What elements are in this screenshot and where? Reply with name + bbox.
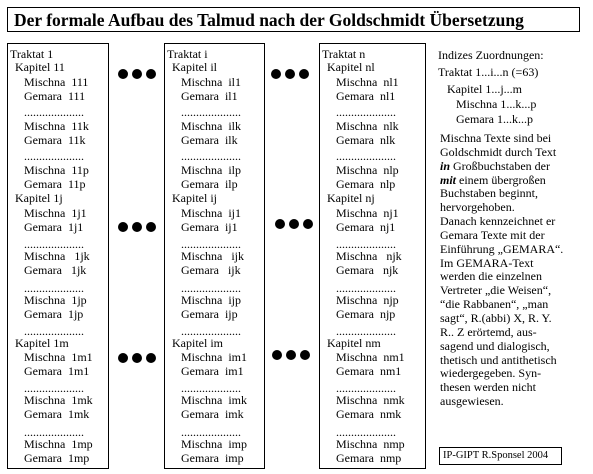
kapitel-label: Kapitel nl bbox=[327, 60, 375, 74]
mischna-label: Mischna imk bbox=[181, 393, 247, 407]
gemara-label: Gemara nj1 bbox=[336, 220, 396, 234]
dotted-separator: .................... bbox=[336, 425, 396, 439]
gemara-label: Gemara im1 bbox=[181, 364, 244, 378]
mischna-label: Mischna 1mk bbox=[24, 393, 93, 407]
dotted-separator: .................... bbox=[24, 105, 84, 119]
mischna-label: Mischna ijk bbox=[181, 249, 244, 263]
description-text-span: Einführung „GEMARA“. bbox=[440, 241, 564, 256]
description-text-span: ausgewiesen. bbox=[440, 394, 504, 409]
description-line bbox=[440, 215, 586, 229]
dotted-separator: .................... bbox=[24, 149, 84, 163]
mischna-label: Mischna nmk bbox=[336, 393, 405, 407]
description-text-span: Goldschmidt durch Text bbox=[440, 144, 557, 159]
gemara-label: Gemara nmp bbox=[336, 451, 402, 465]
dotted-separator: .................... bbox=[24, 425, 84, 439]
dotted-separator: .................... bbox=[181, 381, 241, 395]
description-line bbox=[440, 174, 586, 188]
description-line bbox=[440, 395, 586, 409]
mischna-label: Mischna 1jk bbox=[24, 249, 90, 263]
description-line bbox=[440, 132, 586, 146]
dotted-separator: .................... bbox=[181, 105, 241, 119]
description-line bbox=[440, 381, 586, 395]
dotted-separator: .................... bbox=[336, 237, 396, 251]
gemara-label: Gemara il1 bbox=[181, 89, 238, 103]
description-line bbox=[440, 201, 586, 215]
traktat-column-n bbox=[319, 43, 426, 469]
description-text-span: R.. Z erörtemd, aus- bbox=[440, 324, 537, 339]
gemara-label: Gemara imp bbox=[181, 451, 244, 465]
traktat-label: Traktat 1 bbox=[10, 47, 54, 61]
description-text-span: in bbox=[440, 158, 451, 173]
description-line bbox=[440, 270, 586, 284]
dotted-separator: .................... bbox=[181, 237, 241, 251]
gemara-label: Gemara njk bbox=[336, 263, 399, 277]
diagram-title: Der formale Aufbau des Talmud nach der Goldschmidt Übersetzung bbox=[14, 10, 524, 30]
ellipsis-dots-row1-right bbox=[271, 69, 309, 79]
gemara-label: Gemara 1jp bbox=[24, 307, 84, 321]
gemara-label: Gemara nlp bbox=[336, 177, 396, 191]
kapitel-label: Kapitel nj bbox=[327, 191, 375, 205]
description-line bbox=[440, 257, 586, 271]
description-text-span: wiedergegeben. Syn- bbox=[440, 366, 542, 381]
description-text-span: sagt“, R.(abbi) X, R. Y. bbox=[440, 310, 552, 325]
ellipsis-dots-row2-right bbox=[275, 219, 313, 229]
mischna-label: Mischna imp bbox=[181, 437, 247, 451]
gemara-label: Gemara 1jk bbox=[24, 263, 87, 277]
mischna-label: Mischna njk bbox=[336, 249, 402, 263]
description-text-span: thesen werden nicht bbox=[440, 380, 536, 395]
credit-label: IP-GIPT R.Sponsel 2004 bbox=[443, 450, 549, 461]
traktat-column-1 bbox=[7, 43, 109, 469]
traktat-label: Traktat n bbox=[322, 47, 366, 61]
description-line bbox=[440, 160, 586, 174]
dotted-separator: .................... bbox=[336, 149, 396, 163]
dotted-separator: .................... bbox=[336, 105, 396, 119]
description-text-span: “die Rabbanen“, „man bbox=[440, 297, 549, 312]
gemara-label: Gemara 1j1 bbox=[24, 220, 84, 234]
description-text-span: mit bbox=[440, 172, 457, 187]
gemara-label: Gemara ij1 bbox=[181, 220, 238, 234]
kapitel-label: Kapitel il bbox=[172, 60, 217, 74]
dotted-separator: .................... bbox=[181, 281, 241, 295]
description-text-span: Buchstaben beginnt, bbox=[440, 186, 538, 201]
traktat-column-i bbox=[164, 43, 265, 469]
description-text-span: thetisch und antithetisch bbox=[440, 352, 557, 367]
dotted-separator: .................... bbox=[336, 324, 396, 338]
gemara-label: Gemara 11k bbox=[24, 133, 86, 147]
kapitel-label: Kapitel im bbox=[172, 336, 223, 350]
mischna-label: Mischna 1j1 bbox=[24, 206, 87, 220]
legend-kapitel: Kapitel 1...j...m bbox=[447, 82, 522, 96]
legend-gemara: Gemara 1...k...p bbox=[456, 112, 533, 126]
mischna-label: Mischna 111 bbox=[24, 75, 89, 89]
kapitel-label: Kapitel nm bbox=[327, 336, 381, 350]
description-line bbox=[440, 312, 586, 326]
description-text-span: einem übergroßen bbox=[456, 172, 546, 187]
mischna-label: Mischna il1 bbox=[181, 75, 241, 89]
credit-box bbox=[439, 447, 562, 465]
description-line bbox=[440, 298, 586, 312]
ellipsis-dots-row3-left bbox=[118, 353, 156, 363]
gemara-label: Gemara ijp bbox=[181, 307, 238, 321]
mischna-label: Mischna 11k bbox=[24, 119, 89, 133]
description-text-span: Großbuchstaben der bbox=[450, 158, 550, 173]
description-text bbox=[440, 132, 586, 409]
kapitel-label: Kapitel ij bbox=[172, 191, 217, 205]
description-line bbox=[440, 367, 586, 381]
description-line bbox=[440, 146, 586, 160]
mischna-label: Mischna nlk bbox=[336, 119, 399, 133]
mischna-label: Mischna nmp bbox=[336, 437, 405, 451]
gemara-label: Gemara 1mp bbox=[24, 451, 90, 465]
description-text-span: Im GEMARA-Text bbox=[440, 255, 534, 270]
dotted-separator: .................... bbox=[24, 281, 84, 295]
legend-traktat: Traktat 1...i...n (=63) bbox=[438, 65, 539, 79]
ellipsis-dots-row1-left bbox=[118, 69, 156, 79]
kapitel-label: Kapitel 11 bbox=[15, 60, 65, 74]
mischna-label: Mischna im1 bbox=[181, 350, 247, 364]
description-text-span: Gemara Texte mit der bbox=[440, 227, 545, 242]
traktat-label: Traktat i bbox=[167, 47, 208, 61]
gemara-label: Gemara 1m1 bbox=[24, 364, 90, 378]
gemara-label: Gemara 11p bbox=[24, 177, 86, 191]
dotted-separator: .................... bbox=[181, 324, 241, 338]
description-text-span: Vertreter „die Weisen“, bbox=[440, 283, 552, 298]
gemara-label: Gemara 111 bbox=[24, 89, 86, 103]
gemara-label: Gemara ijk bbox=[181, 263, 241, 277]
gemara-label: Gemara njp bbox=[336, 307, 396, 321]
mischna-label: Mischna 11p bbox=[24, 163, 89, 177]
kapitel-label: Kapitel 1m bbox=[15, 336, 69, 350]
gemara-label: Gemara 1mk bbox=[24, 407, 90, 421]
gemara-label: Gemara ilp bbox=[181, 177, 238, 191]
description-line bbox=[440, 187, 586, 201]
legend-heading: Indizes Zuordnungen: bbox=[438, 48, 544, 62]
title-box bbox=[7, 7, 580, 32]
description-text-span: sagend und dialogisch, bbox=[440, 338, 550, 353]
mischna-label: Mischna ij1 bbox=[181, 206, 241, 220]
mischna-label: Mischna ilp bbox=[181, 163, 241, 177]
description-text-span: werden die einzelnen bbox=[440, 269, 542, 284]
gemara-label: Gemara ilk bbox=[181, 133, 238, 147]
gemara-label: Gemara nmk bbox=[336, 407, 402, 421]
mischna-label: Mischna njp bbox=[336, 293, 399, 307]
description-text-span: hervorgehoben. bbox=[440, 200, 515, 215]
dotted-separator: .................... bbox=[181, 425, 241, 439]
gemara-label: Gemara nm1 bbox=[336, 364, 402, 378]
mischna-label: Mischna nl1 bbox=[336, 75, 399, 89]
description-line bbox=[440, 229, 586, 243]
mischna-label: Mischna 1jp bbox=[24, 293, 87, 307]
gemara-label: Gemara nlk bbox=[336, 133, 396, 147]
description-line bbox=[440, 284, 586, 298]
dotted-separator: .................... bbox=[181, 149, 241, 163]
mischna-label: Mischna nm1 bbox=[336, 350, 405, 364]
kapitel-label: Kapitel 1j bbox=[15, 191, 63, 205]
gemara-label: Gemara nl1 bbox=[336, 89, 396, 103]
ellipsis-dots-row2-left bbox=[118, 222, 156, 232]
mischna-label: Mischna 1mp bbox=[24, 437, 93, 451]
description-line bbox=[440, 354, 586, 368]
dotted-separator: .................... bbox=[336, 281, 396, 295]
description-line bbox=[440, 326, 586, 340]
dotted-separator: .................... bbox=[24, 237, 84, 251]
legend-mischna: Mischna 1...k...p bbox=[456, 97, 537, 111]
mischna-label: Mischna nlp bbox=[336, 163, 399, 177]
description-text-span: Danach kennzeichnet er bbox=[440, 214, 556, 229]
gemara-label: Gemara imk bbox=[181, 407, 244, 421]
dotted-separator: .................... bbox=[24, 324, 84, 338]
dotted-separator: .................... bbox=[336, 381, 396, 395]
description-line bbox=[440, 243, 586, 257]
ellipsis-dots-row3-right bbox=[272, 350, 310, 360]
mischna-label: Mischna nj1 bbox=[336, 206, 399, 220]
description-line bbox=[440, 340, 586, 354]
mischna-label: Mischna ilk bbox=[181, 119, 241, 133]
dotted-separator: .................... bbox=[24, 381, 84, 395]
mischna-label: Mischna ijp bbox=[181, 293, 241, 307]
mischna-label: Mischna 1m1 bbox=[24, 350, 93, 364]
description-text-span: Mischna Texte sind bei bbox=[440, 131, 552, 145]
